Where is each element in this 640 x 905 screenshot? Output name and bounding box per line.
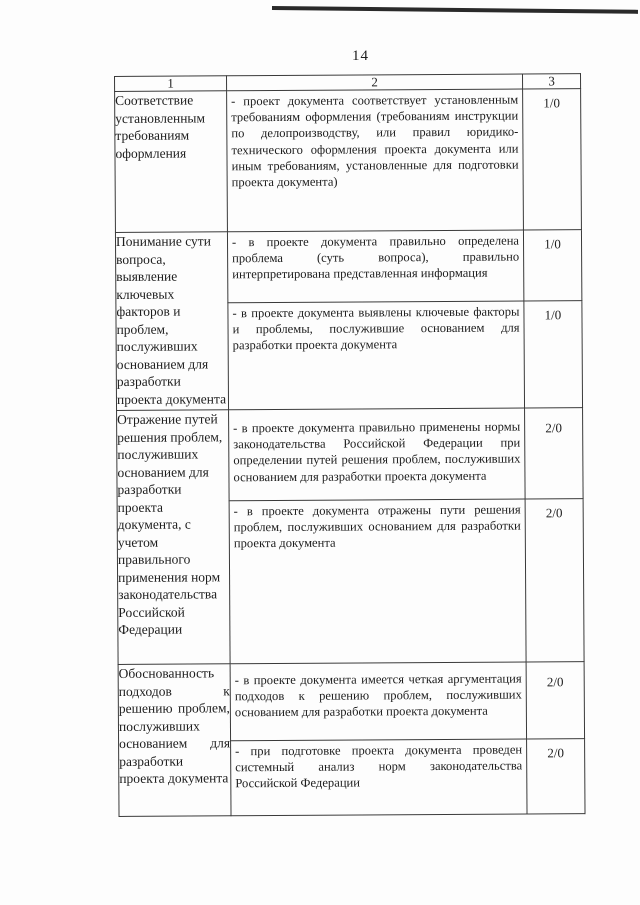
- page-number: 14: [352, 48, 369, 64]
- score-value: 2/0: [545, 420, 563, 436]
- indicator-text: - в проекте документа правильно определена проблема (суть вопроса), правильно интерпретирована представленная информация: [231, 233, 520, 282]
- score-cell: [524, 301, 583, 408]
- indicator-cell: [228, 301, 525, 410]
- indicator-cell: [229, 408, 526, 501]
- indicator-text: - в проекте документа имеется четкая аргументация подходов к решению проблем, послуживших основанием для разработки проекта документа: [234, 671, 522, 720]
- score-value: 1/0: [543, 95, 561, 111]
- table-row: [117, 408, 584, 502]
- criterion-cell: Обоснованность подходов к решению проблем, послуживших основанием для разработки проекта документа: [118, 664, 231, 817]
- score-cell: [523, 89, 582, 230]
- indicator-text: - в проекте документа отражены пути решения проблем, послуживших основанием для разработки проекта документа: [233, 502, 521, 551]
- indicator-cell: [227, 89, 524, 232]
- indicator-cell: [231, 739, 527, 816]
- indicator-text: - проект документа соответствует установленным требованиям оформления (требованиям инструкции по делопроизводству, или правил юридико-технического оформления проекта документа или иным требованиям, установленные для подготовки проекта документа): [231, 92, 519, 190]
- indicator-text: - в проекте документа правильно применены нормы законодательства Российской Федерации при определении путей решения проблем, послуживших основанием для разработки проекта документа: [233, 419, 521, 484]
- criterion-cell: Понимание сути вопроса, выявление ключевых факторов и проблем, послуживших основанием для разработки проекта документа: [115, 232, 228, 411]
- indicator-cell: [227, 230, 523, 303]
- column-number-1: 1: [115, 76, 227, 92]
- score-cell: [525, 408, 584, 499]
- indicator-cell: [230, 662, 526, 741]
- scan-edge-mark: [272, 6, 638, 14]
- table-row: [115, 89, 582, 233]
- column-number-2: 2: [227, 74, 523, 91]
- score-cell: [523, 230, 581, 301]
- indicator-text: - при подготовке проекта документа проведен системный анализ норм законодательства Российской Федерации: [235, 742, 523, 791]
- score-value: 2/0: [547, 745, 565, 761]
- score-value: 2/0: [545, 505, 563, 521]
- table-row: [118, 662, 584, 742]
- score-cell: [525, 499, 584, 662]
- score-cell: [527, 739, 585, 814]
- column-number-3: 3: [522, 74, 580, 89]
- criterion-cell: Отражение путей решения проблем, послуживших основанием для разработки проекта документа, с учетом правильного применения норм законодательства Российской Федерации: [117, 410, 231, 665]
- score-value: 1/0: [544, 236, 561, 252]
- score-value: 2/0: [546, 674, 564, 690]
- criterion-cell: Соответствие установленным требованиям оформления: [115, 91, 228, 233]
- table-row: [115, 230, 581, 304]
- score-cell: [526, 662, 584, 739]
- evaluation-criteria-table: [114, 73, 586, 817]
- indicator-text: - в проекте документа выявлены ключевые факторы и проблемы, послужившие основанием для разработки проекта документа: [232, 304, 520, 353]
- indicator-cell: [229, 499, 526, 664]
- score-value: 1/0: [544, 307, 562, 323]
